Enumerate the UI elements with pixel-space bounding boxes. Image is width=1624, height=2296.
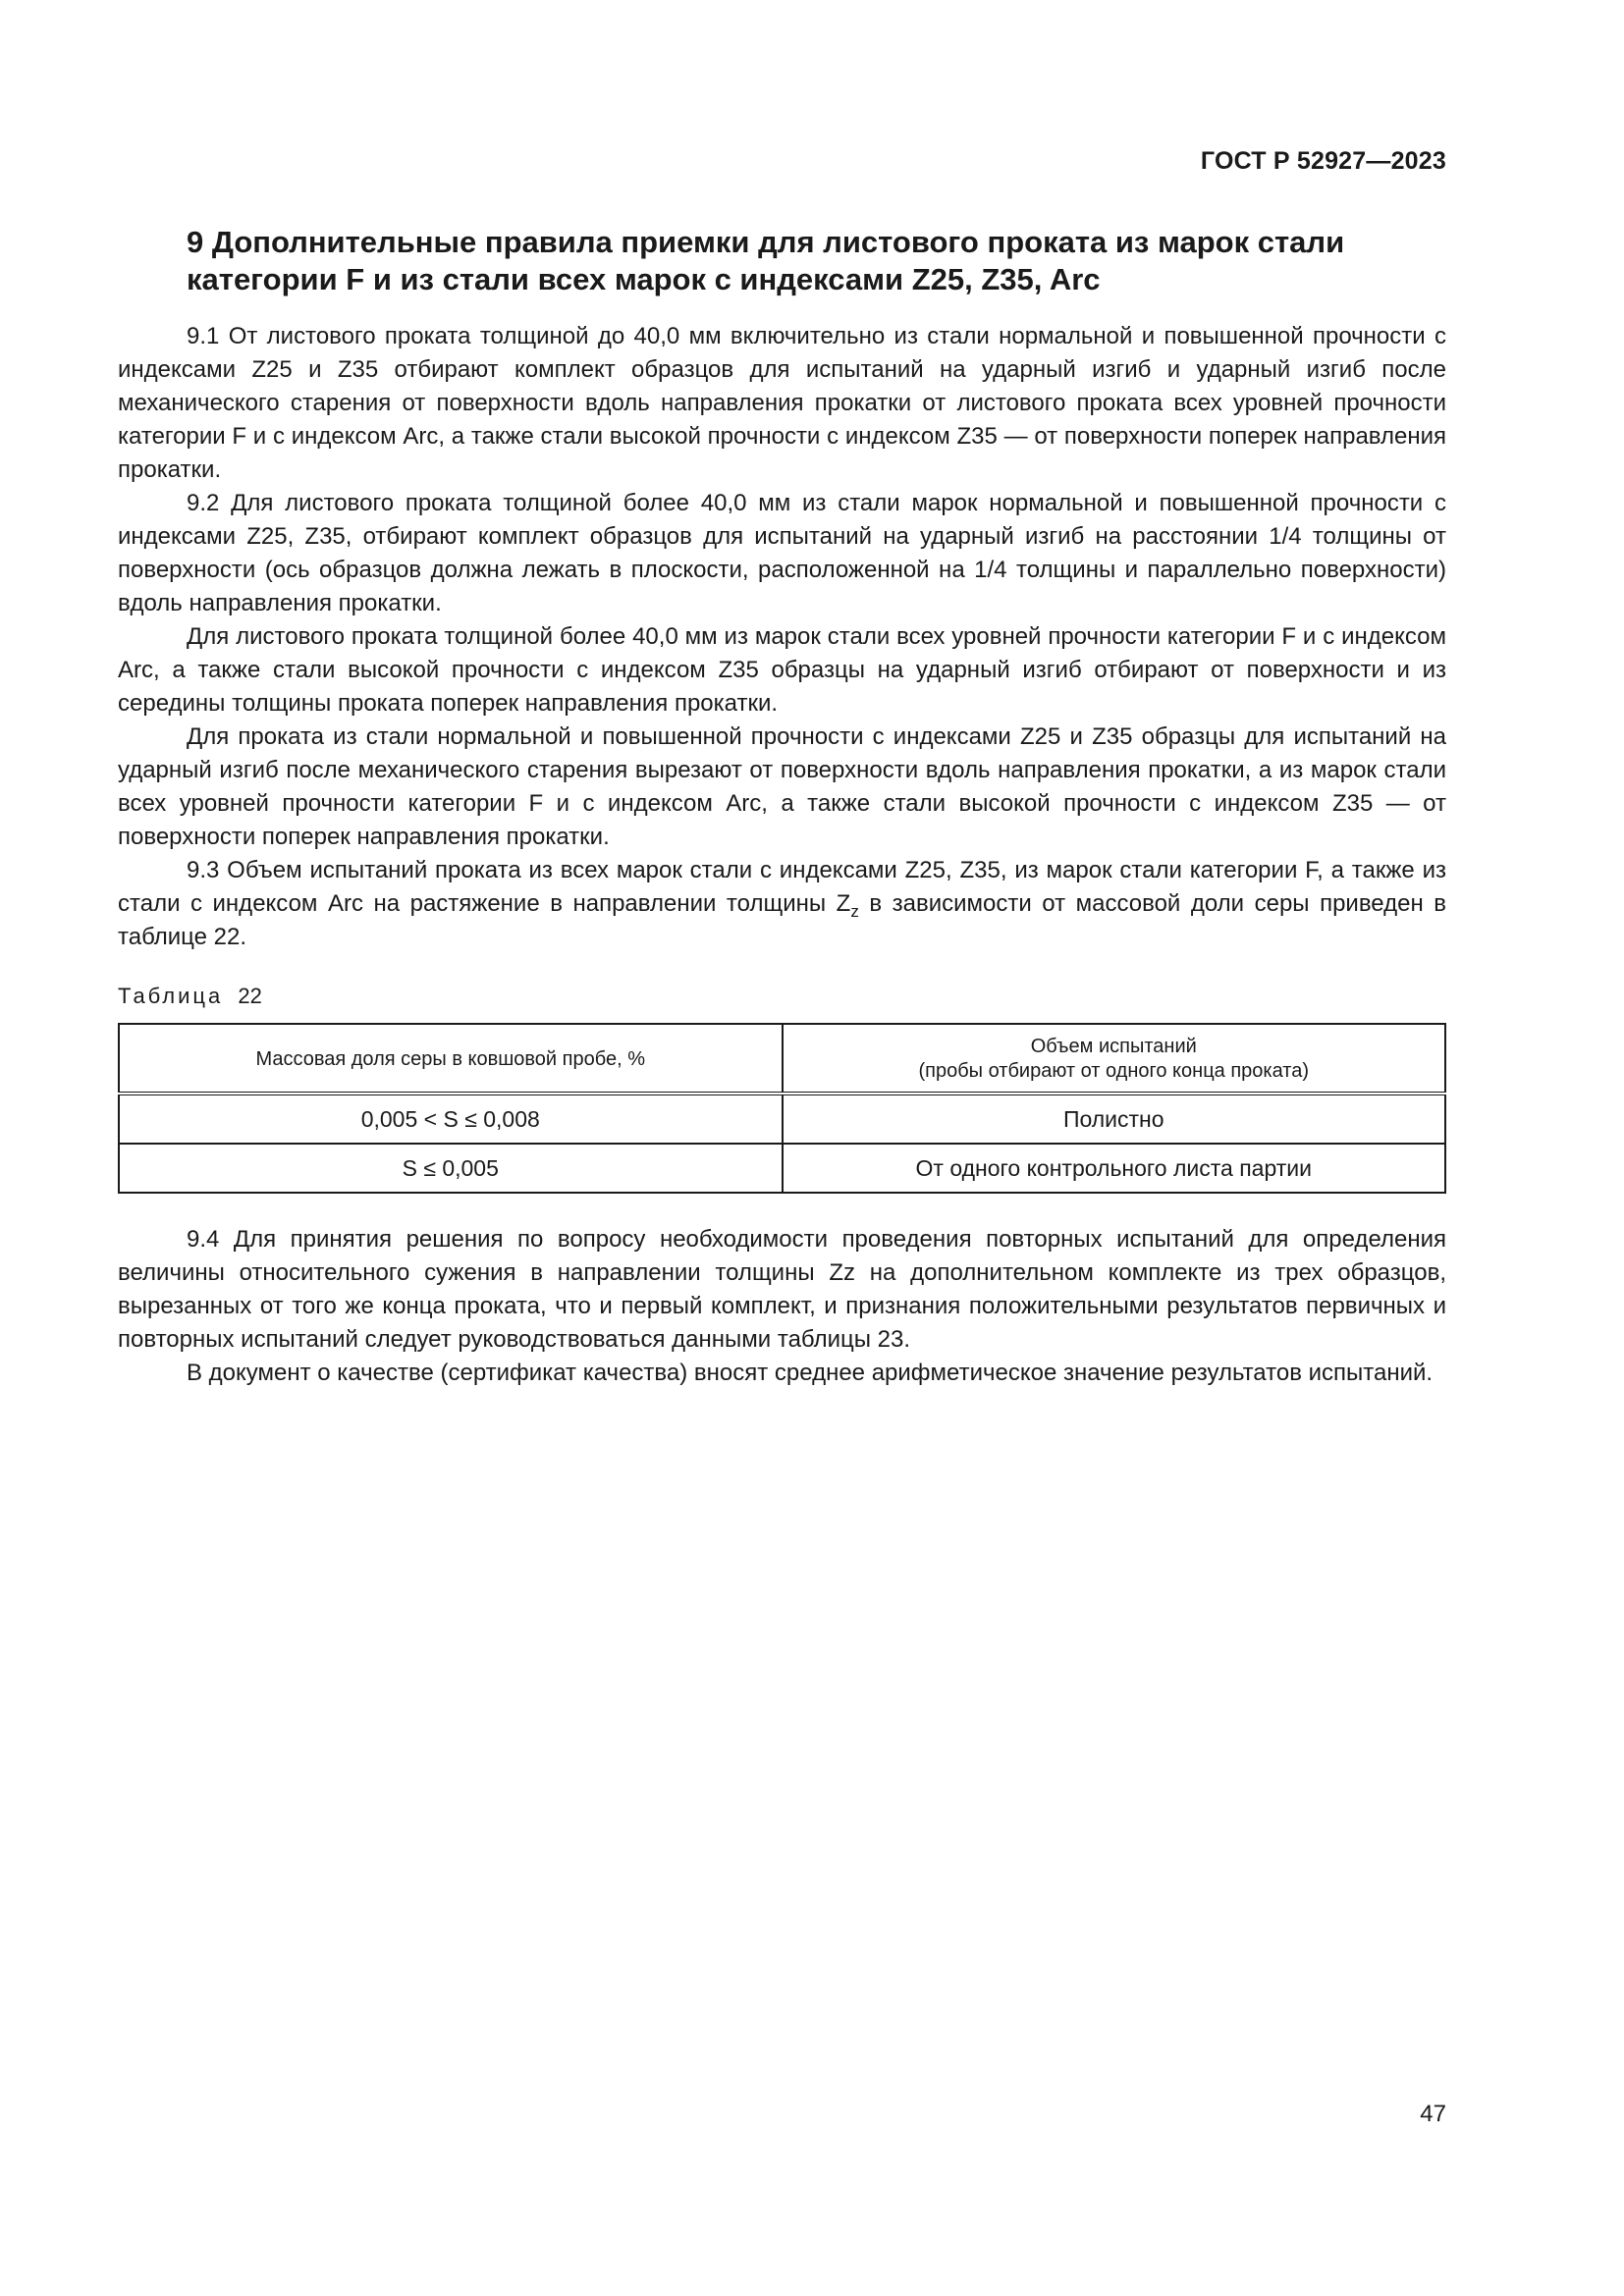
table-cell-sulfur: 0,005 < S ≤ 0,008 [119, 1094, 783, 1144]
table-caption-number: 22 [238, 984, 262, 1008]
paragraph-9-2: 9.2 Для листового проката толщиной более 40,0 мм из стали марок нормальной и повышенной прочности с индексами Z25, Z35, отбирают комплект образцов для испытаний на ударный изгиб на расстоянии 1/4 толщины от поверхности (ось образцов должна лежать в плоскости, расположенной на 1/4 толщины и параллельно поверхности) вдоль направления прокатки. [118, 490, 1446, 616]
paragraph-9-3-text-end: в зависимости от массовой доли серы приведен в таблице 22. [118, 890, 1447, 950]
document-id: ГОСТ Р 52927—2023 [1200, 147, 1446, 175]
page-number: 47 [1420, 2101, 1446, 2127]
table-header-volume-line2: (пробы отбирают от одного конца проката) [918, 1060, 1310, 1082]
page-content [118, 224, 1446, 1390]
table-header-row [119, 1024, 1445, 1094]
paragraph-9-3 [118, 854, 1446, 954]
table-caption [118, 984, 1446, 1009]
paragraph-9-1: 9.1 От листового проката толщиной до 40,0 мм включительно из стали нормальной и повышенной прочности с индексами Z25 и Z35 отбирают комплект образцов для испытаний на ударный изгиб и ударный изгиб после механического старения от поверхности вдоль направления прокатки от листового проката всех уровней прочности категории F и с индексом Arc, а также стали высокой прочности с индексом Z35 — от поверхности поперек направления прокатки. [118, 323, 1446, 483]
table-cell-volume: От одного контрольного листа партии [783, 1144, 1446, 1193]
section-title: 9 Дополнительные правила приемки для листового проката из марок стали категории F и из стали всех марок с индексами Z25, Z35, Arc [187, 225, 1345, 296]
paragraph-9-4: 9.4 Для принятия решения по вопросу необходимости проведения повторных испытаний для определения величины относительного сужения в направлении толщины Zz на дополнительном комплекте из трех образцов, вырезанных от того же конца проката, что и первый комплект, и признания положительными результатов первичных и повторных испытаний следует руководствоваться данными таблицы 23. [118, 1226, 1446, 1353]
table-header-volume [783, 1024, 1446, 1094]
paragraph-quality-document: В документ о качестве (сертификат качества) вносят среднее арифметическое значение результатов испытаний. [187, 1360, 1434, 1386]
table-cell-volume: Полистно [783, 1094, 1446, 1144]
table-row [119, 1144, 1445, 1193]
sulfur-test-volume-table [118, 1023, 1446, 1194]
table-row [119, 1094, 1445, 1144]
paragraph-9-2-cont-2: Для проката из стали нормальной и повышенной прочности с индексами Z25 и Z35 образцы для испытаний на ударный изгиб после механического старения вырезают от поверхности вдоль направления прокатки, а из марок стали всех уровней прочности категории F и с индексом Arc, а также стали высокой прочности с индексом Z35 — от поверхности поперек направления прокатки. [118, 723, 1446, 850]
table-header-volume-line1: Объем испытаний [1030, 1036, 1197, 1057]
paragraph-9-3-text: 9.3 Объем испытаний проката из всех марок стали с индексами Z25, Z35, из марок стали категории F, а также из стали с индексом Arc на растяжение в направлении толщины Z [118, 857, 1446, 917]
paragraph-9-2-cont-1: Для листового проката толщиной более 40,0 мм из марок стали всех уровней прочности категории F и с индексом Arc, а также стали высокой прочности с индексом Z35 образцы на ударный изгиб отбирают от поверхности и из середины толщины проката поперек направления прокатки. [118, 623, 1446, 717]
table-caption-label: Таблица [118, 984, 224, 1008]
table-header-sulfur: Массовая доля серы в ковшовой пробе, % [119, 1024, 783, 1094]
paragraph-9-3-subscript: z [850, 902, 859, 921]
table-cell-sulfur: S ≤ 0,005 [119, 1144, 783, 1193]
